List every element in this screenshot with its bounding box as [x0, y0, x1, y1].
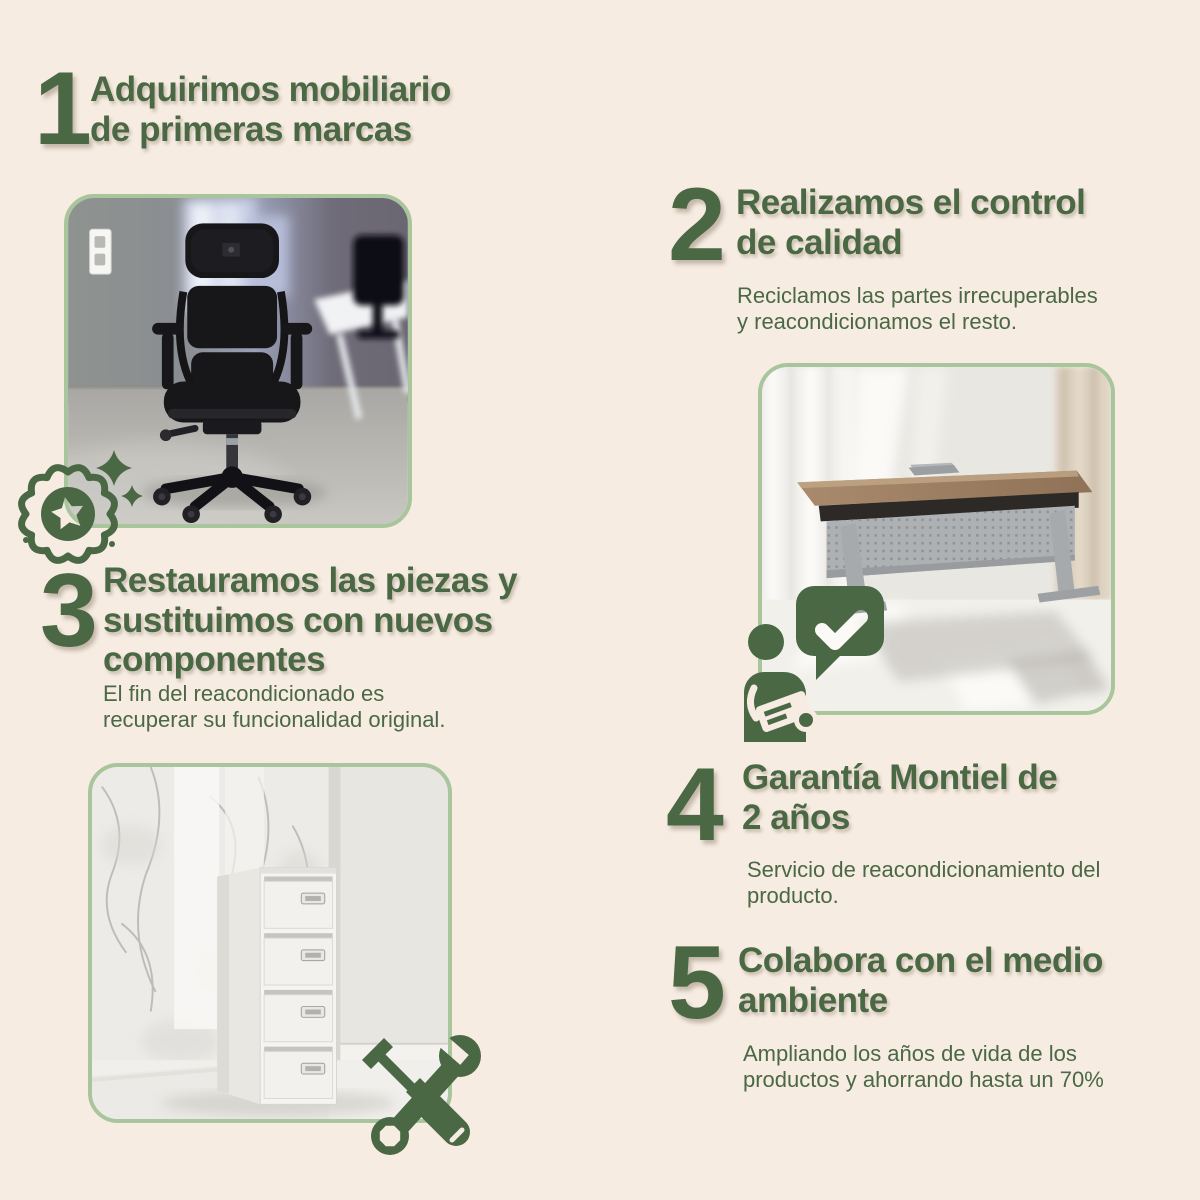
- step-3-body: [103, 681, 445, 732]
- speech-bubble-check-icon: [796, 586, 884, 680]
- title-line: Realizamos el control: [736, 183, 1086, 222]
- title-line: de calidad: [736, 222, 903, 262]
- title-line: Colabora con el medio: [738, 941, 1103, 980]
- step-2-body: [737, 283, 1098, 334]
- step-1-title: [90, 70, 451, 149]
- body-line: Reciclamos las partes irrecuperables: [737, 283, 1098, 308]
- body-line: Servicio de reacondicionamiento del: [747, 857, 1101, 882]
- title-line: 2 años: [742, 797, 850, 837]
- body-line: Ampliando los años de vida de los: [743, 1041, 1077, 1066]
- step-4-body: [747, 857, 1100, 908]
- title-line: de primeras marcas: [90, 109, 412, 149]
- body-line: y reacondicionamos el resto.: [737, 308, 1018, 334]
- step-4-number: 4: [666, 747, 721, 863]
- title-line: ambiente: [738, 980, 888, 1020]
- title-line: Restauramos las piezas y: [103, 561, 518, 600]
- body-line: El fin del reacondicionado es: [103, 681, 385, 706]
- person-check-bubble-icon: [736, 584, 886, 742]
- step-5-body: [743, 1041, 1104, 1092]
- body-line: recuperar su funcionalidad original.: [103, 706, 446, 732]
- step-1-number: 1: [34, 51, 89, 167]
- step-5-number: 5: [668, 925, 723, 1041]
- screwdriver-wrench-icon: [354, 1030, 488, 1164]
- title-line: Garantía Montiel de: [742, 758, 1058, 797]
- drawer: [264, 990, 332, 1042]
- step-2-number: 2: [668, 167, 723, 283]
- step-4-title: [742, 758, 1057, 837]
- title-line: sustituimos con nuevos: [103, 600, 493, 640]
- title-line: Adquirimos mobiliario: [90, 70, 451, 109]
- title-line: componentes: [103, 640, 326, 680]
- drawer: [264, 1047, 332, 1099]
- cabinet-silhouette: [217, 868, 336, 1105]
- step-3-title: [103, 561, 517, 680]
- step-2-title: [736, 183, 1085, 262]
- drawer: [264, 877, 332, 929]
- drawer: [264, 933, 332, 985]
- repair-tools-icon: [354, 1030, 488, 1164]
- body-line: productos y ahorrando hasta un 70%: [743, 1066, 1104, 1092]
- outlet: [90, 229, 111, 274]
- body-line: producto.: [747, 882, 839, 908]
- step-5-title: [738, 941, 1103, 1020]
- quality-badge-icon: [10, 442, 144, 576]
- quality-review-person-icon: [736, 584, 886, 742]
- step-3-number: 3: [40, 553, 95, 669]
- badge-seal-star-icon: [10, 442, 144, 576]
